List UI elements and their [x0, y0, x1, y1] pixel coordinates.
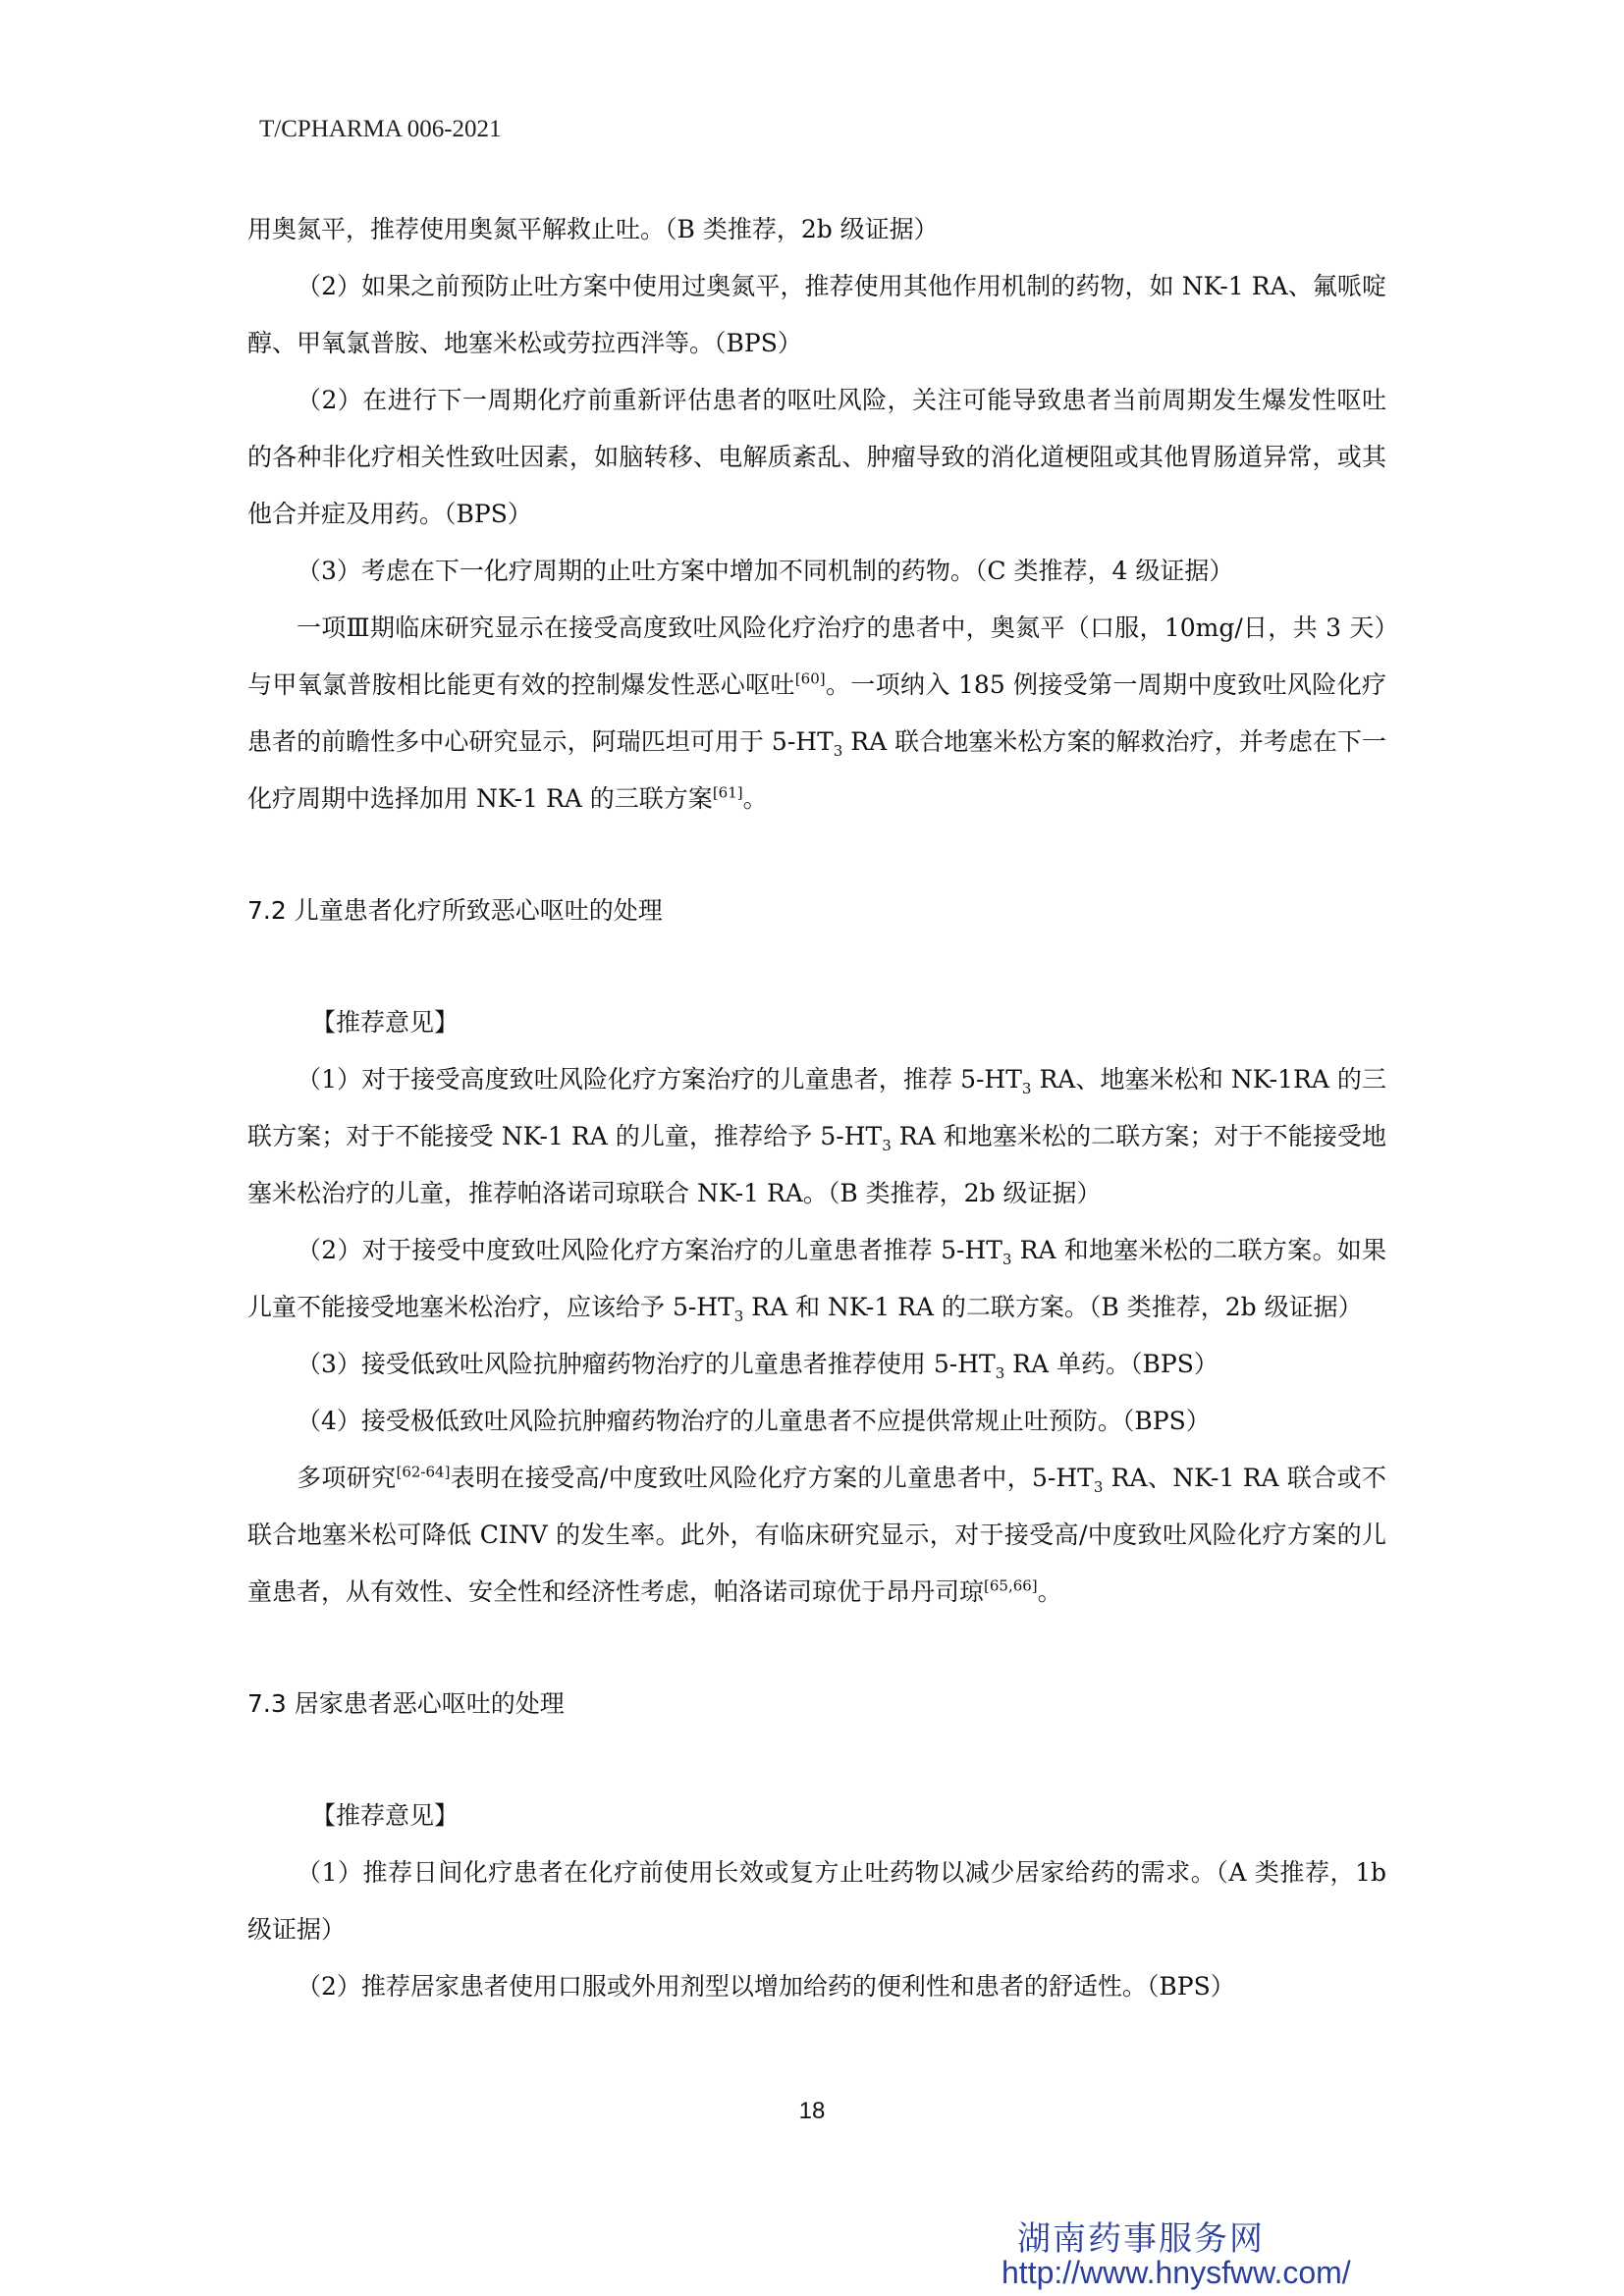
evidence-paragraph: 多项研究[62-64]表明在接受高/中度致吐风险化疗方案的儿童患者中，$5-HT_3$ RA、NK-1 RA 联合或不联合地塞米松可降低 CINV 的发生率。此外，有临床研究显示，对于接受高/中度致吐风险化疗方案的儿童患者，从有效性、安全性和经济性考虑，帕洛诺司琼优于昂丹司琼[65,66]。: [247, 1463, 1386, 1606]
recommendation-item-4: （4）接受极低致吐风险抗肿瘤药物治疗的儿童患者不应提供常规止吐预防。（BPS）: [297, 1407, 1211, 1435]
citation-ref: [65,66]: [984, 1576, 1038, 1595]
recommendation-item-1: （1）推荐日间化疗患者在化疗前使用长效或复方止吐药物以减少居家给药的需求。（A 类推荐，1b 级证据）: [247, 1858, 1386, 1944]
evidence-paragraph: 一项Ⅲ期临床研究显示在接受高度致吐风险化疗治疗的患者中，奥氮平（口服，10mg/日，共 3 天）与甲氧氯普胺相比能更有效的控制爆发性恶心呕吐[60]。一项纳入 185 例接受第一周期中度致吐风险化疗患者的前瞻性多中心研究显示，阿瑞匹坦可用于 $5-HT_3$ RA 联合地塞米松方案的解救治疗，并考虑在下一化疗周期中选择加用 NK-1 RA 的三联方案[61]。: [247, 614, 1386, 813]
citation-ref: [62-64]: [396, 1463, 451, 1481]
recommendation-item-2: （2）对于接受中度致吐风险化疗方案治疗的儿童患者推荐 $5-HT_3$ RA 和地塞米松的二联方案。如果儿童不能接受地塞米松治疗，应该给予 $5-HT_3$ RA 和 NK-1 RA 的二联方案。（B 类推荐，2b 级证据）: [247, 1236, 1386, 1325]
citation-ref: [60]: [794, 669, 826, 688]
recommendation-item-2b: （2）在进行下一周期化疗前重新评估患者的呕吐风险，关注可能导致患者当前周期发生爆发性呕吐的各种非化疗相关性致吐因素，如脑转移、电解质紊乱、肿瘤导致的消化道梗阻或其他胃肠道异常，或其他合并症及用药。（BPS）: [247, 386, 1386, 528]
recommendation-title: 【推荐意见】: [311, 1008, 460, 1037]
section-heading-7-3: 7.3 居家患者恶心呕吐的处理: [247, 1689, 565, 1718]
recommendation-item-1: （1）对于接受高度致吐风险化疗方案治疗的儿童患者，推荐 $5-HT_3$ RA、地塞米松和 NK-1RA 的三联方案；对于不能接受 NK-1 RA 的儿童，推荐给予 $5-HT_3$ RA 和地塞米松的二联方案；对于不能接受地塞米松治疗的儿童，推荐帕洛诺司琼联合 NK-1 RA。（B 类推荐，2b 级证据）: [247, 1065, 1387, 1207]
citation-ref: [61]: [712, 783, 743, 802]
paragraph-continued: 用奥氮平，推荐使用奥氮平解救止吐。（B 类推荐，2b 级证据）: [247, 215, 939, 243]
recommendation-item-3: （3）接受低致吐风险抗肿瘤药物治疗的儿童患者推荐使用 $5-HT_3$ RA 单药。（BPS）: [297, 1350, 1218, 1382]
page-number: 18: [798, 2098, 826, 2124]
recommendation-item-3: （3）考虑在下一化疗周期的止吐方案中增加不同机制的药物。（C 类推荐，4 级证据）: [297, 557, 1234, 585]
document-code-header: T/CPHARMA 006-2021: [259, 116, 502, 142]
recommendation-item-2: （2）推荐居家患者使用口服或外用剂型以增加给药的便利性和患者的舒适性。（BPS）: [297, 1972, 1235, 2001]
watermark-site-name: 湖南药事服务网: [1017, 2219, 1265, 2259]
page-content: [247, 201, 1386, 2015]
section-heading-7-2: 7.2 儿童患者化疗所致恶心呕吐的处理: [247, 896, 663, 925]
recommendation-item-2a: （2）如果之前预防止吐方案中使用过奥氮平，推荐使用其他作用机制的药物，如 NK-1 RA、氟哌啶醇、甲氧氯普胺、地塞米松或劳拉西泮等。（BPS）: [247, 272, 1386, 357]
recommendation-title: 【推荐意见】: [311, 1801, 460, 1830]
watermark-url: http://www.hnysfww.com/: [1001, 2255, 1351, 2290]
